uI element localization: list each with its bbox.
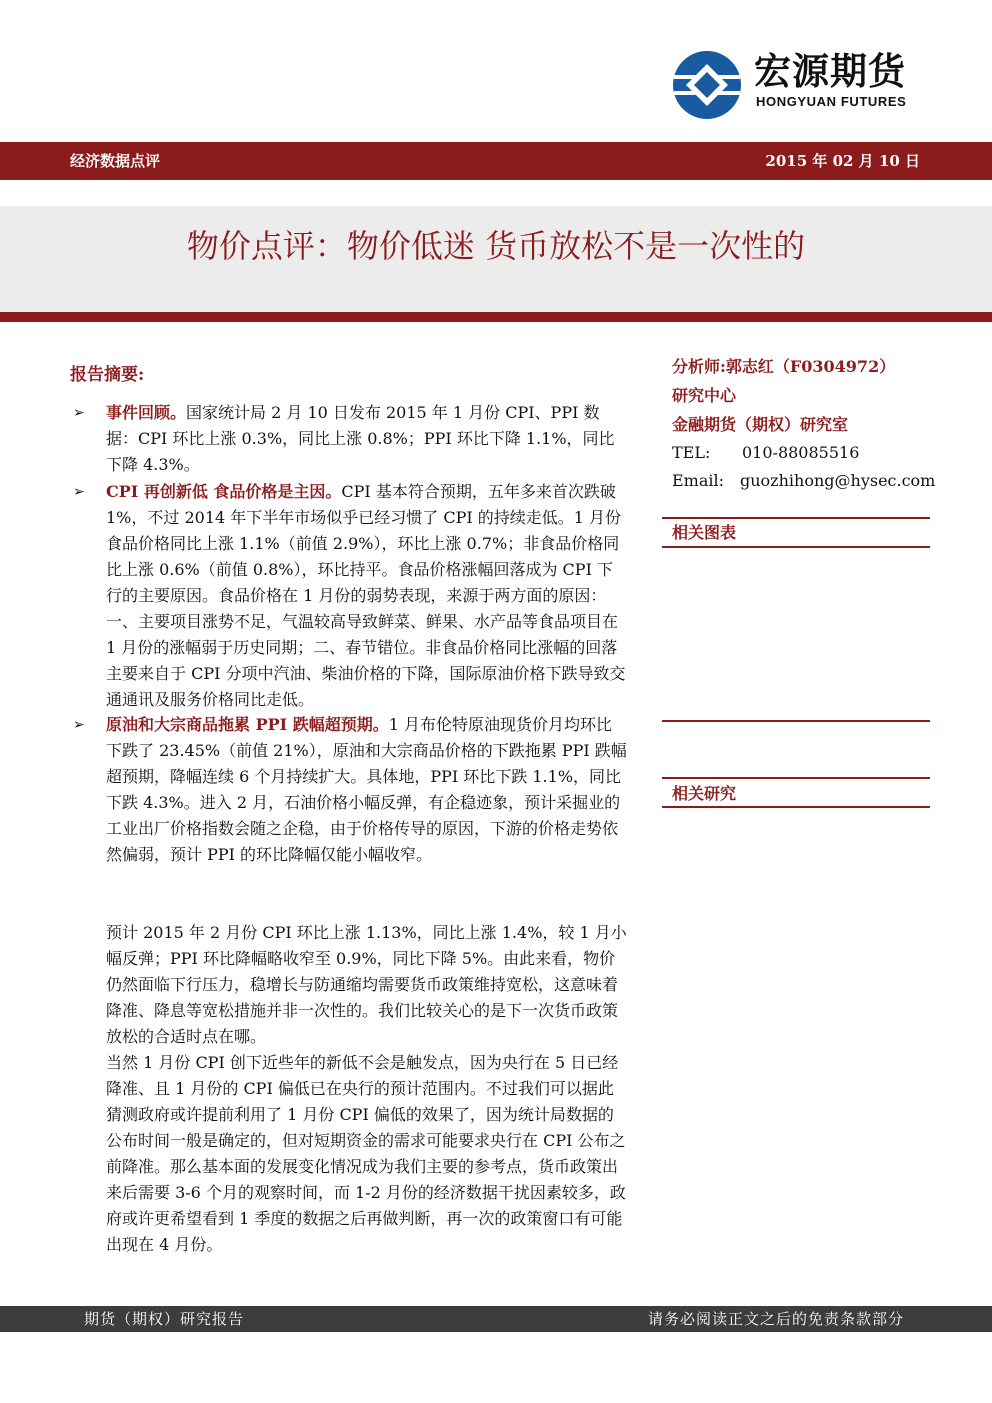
sidebar-divider <box>662 777 930 779</box>
bullet-lead: 原油和大宗商品拖累 PPI 跌幅超预期。 <box>106 715 389 734</box>
body-paragraph: 当然 1 月份 CPI 创下近些年的新低不会是触发点，因为央行在 5 日已经降准、且 1 月份的 CPI 偏低已在央行的预计范围内。不过我们可以据此猜测政府或许提前利用了 1 月份 CPI 偏低的效果了，因为统计局数据的公布时间一般是确定的，但对短期资金的需求可能要求央行在 CPI 公布之前降准。那么基本面的发展变化情况成为我们主要的参考点，货币政策出来后需要 3-6 个月的观察时间，而 1-2 月份的经济数据干扰因素较多，政府或许更希望看到 1 季度的数据之后再做判断，再一次的政策窗口有可能出现在 4 月份。 <box>106 1053 626 1254</box>
bullet-lead: 事件回顾。 <box>106 403 187 422</box>
page-title: 物价点评：物价低迷 货币放松不是一次性的 <box>186 227 806 265</box>
bullet-arrow-icon: ➢ <box>73 405 85 421</box>
related-charts-heading: 相关图表 <box>672 523 737 542</box>
sidebar-divider <box>662 806 930 808</box>
doc-type-label: 经济数据点评 <box>70 152 161 170</box>
footer-report-type: 期货（期权）研究报告 <box>84 1310 245 1328</box>
footer-disclaimer-note: 请务必阅读正文之后的免责条款部分 <box>647 1310 904 1328</box>
brand-name-cn: 宏源期货 <box>754 50 906 93</box>
bullet-text: 1 月布伦特原油现货价月均环比下跌了 23.45%（前值 21%），原油和大宗商品价格的下跌拖累 PPI 跌幅超预期，降幅连续 6 个月持续扩大。具体地，PPI 环比下跌 1.1%，同比下跌 4.3%。进入 2 月，石油价格小幅反弹，有企稳迹象，预计采掘业的工业出厂价格指数会随之企稳，由于价格传导的原因，下游的价格走势依然偏弱，预计 PPI 的环比降幅仅能小幅收窄。 <box>106 715 627 864</box>
report-date: 2015 年 02 月 10 日 <box>765 152 920 170</box>
analyst-name: 分析师:郭志红（F0304972） <box>672 357 896 376</box>
bullet-text: CPI 基本符合预期，五年多来首次跌破 1%，不过 2014 年下半年市场似乎已经习惯了 CPI 的持续走低。1 月份食品价格同比上涨 1.1%（前值 2.9%），环比上涨 0.7%；非食品价格同比上涨 0.6%（前值 0.8%），环比持平。食品价格涨幅回落成为 CPI 下行的主要原因。食品价格在 1 月份的弱势表现，来源于两方面的原因：一、主要项目涨势不足，气温较高导致鲜菜、鲜果、水产品等食品项目在 1 月份的涨幅弱于历史同期；二、春节错位。非食品价格同比涨幅的回落主要来自于 CPI 分项中汽油、柴油价格的下降，国际原油价格下跌导致交通通讯及服务价格同比走低。 <box>106 482 626 709</box>
summary-bullet <box>73 712 627 868</box>
related-research-heading: 相关研究 <box>672 784 737 803</box>
summary-heading: 报告摘要: <box>70 365 145 385</box>
sidebar-divider <box>662 517 930 519</box>
title-divider <box>0 312 992 322</box>
bullet-lead: CPI 再创新低 食品价格是主因。 <box>106 482 342 501</box>
summary-bullet <box>73 479 627 713</box>
summary-bullet <box>73 400 627 478</box>
brand-name-en: HONGYUAN FUTURES <box>756 94 907 109</box>
email-label: Email: <box>672 471 725 490</box>
bullet-arrow-icon: ➢ <box>73 484 85 500</box>
sidebar-divider <box>662 546 930 548</box>
hongyuan-logo-icon <box>672 50 742 120</box>
tel-label: TEL: <box>672 443 711 462</box>
research-office: 金融期货（期权）研究室 <box>672 415 849 434</box>
bullet-arrow-icon: ➢ <box>73 717 85 733</box>
research-center: 研究中心 <box>672 386 737 405</box>
email-value[interactable]: guozhihong@hysec.com <box>740 471 936 490</box>
sidebar-divider <box>662 720 930 722</box>
bullet-text: 国家统计局 2 月 10 日发布 2015 年 1 月份 CPI、PPI 数据：CPI 环比上涨 0.3%，同比上涨 0.8%；PPI 环比下降 1.1%，同比下降 4.3%。 <box>106 403 615 474</box>
tel-value: 010-88085516 <box>742 443 860 462</box>
body-paragraph: 预计 2015 年 2 月份 CPI 环比上涨 1.13%，同比上涨 1.4%，较 1 月小幅反弹；PPI 环比降幅略收窄至 0.9%，同比下降 5%。由此来看，物价仍然面临下行压力，稳增长与防通缩均需要货币政策维持宽松，这意味着降准、降息等宽松措施并非一次性的。我们比较关心的是下一次货币政策放松的合适时点在哪。 <box>106 923 627 1046</box>
